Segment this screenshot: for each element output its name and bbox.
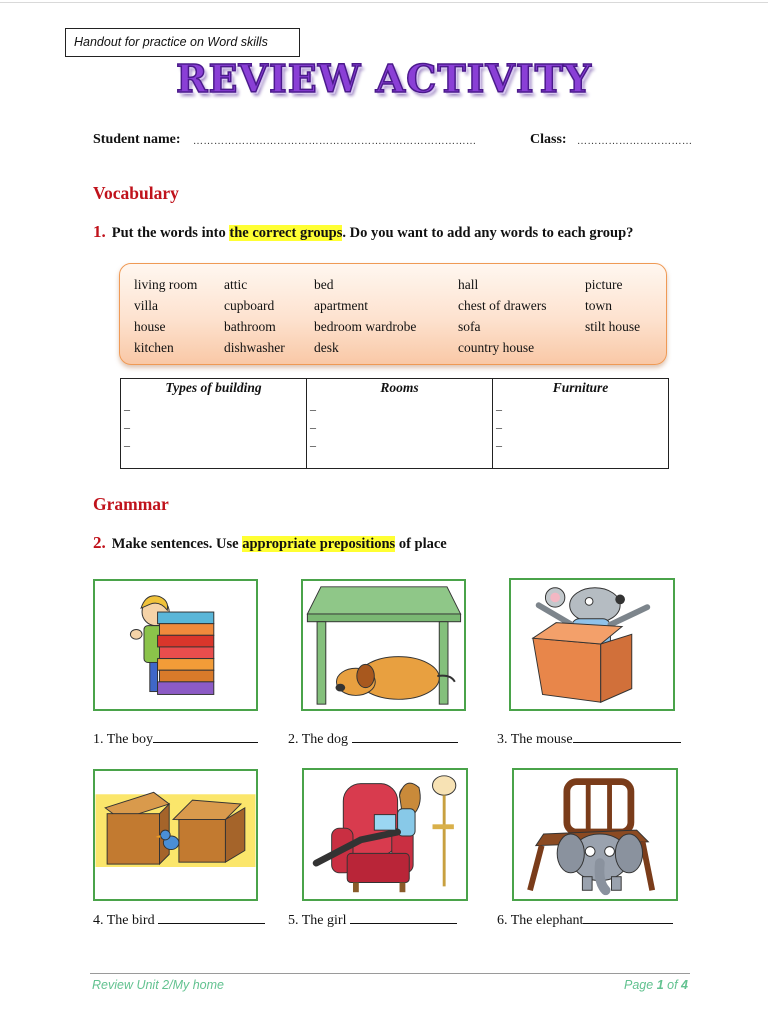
word-item: living room xyxy=(134,277,198,292)
word-item: cupboard xyxy=(224,298,275,313)
answer-dash: – xyxy=(124,420,130,434)
task-1-suffix: . Do you want to add any words to each group? xyxy=(342,225,634,241)
boy-beside-books-picture xyxy=(93,579,258,711)
word-item: villa xyxy=(134,298,158,313)
caption-1 xyxy=(93,728,258,748)
caption-3-text: 3. The mouse xyxy=(497,732,573,747)
footer-page-word: Page xyxy=(624,978,654,992)
word-item: dishwasher xyxy=(224,340,285,355)
task-2-prefix: Make sentences. Use xyxy=(111,536,243,552)
caption-3 xyxy=(497,728,681,748)
task-2-suffix: of place xyxy=(395,536,447,552)
mouse-in-box-picture xyxy=(509,578,675,711)
word-item: attic xyxy=(224,277,248,292)
word-item: house xyxy=(134,319,166,334)
word-column-1 xyxy=(134,274,197,358)
dog-under-table-picture xyxy=(301,579,466,711)
caption-2-text: 2. The dog xyxy=(288,732,349,747)
footer-unit-label: Review Unit 2/My home xyxy=(92,978,224,992)
answer-dash: – xyxy=(124,438,130,452)
footer-page-of: of xyxy=(667,978,678,992)
handout-label-box xyxy=(65,28,300,57)
caption-2-answer-blank[interactable] xyxy=(352,728,458,743)
student-info-row xyxy=(93,132,693,152)
caption-6-answer-blank[interactable] xyxy=(583,909,673,924)
answer-dash: – xyxy=(124,402,130,416)
bird-between-boxes-picture xyxy=(93,769,258,901)
top-rule xyxy=(0,2,768,3)
caption-1-text: 1. The boy xyxy=(93,732,154,747)
word-column-3 xyxy=(314,274,416,358)
word-groups-table xyxy=(120,378,669,469)
answer-dash: – xyxy=(496,438,502,452)
word-item: sofa xyxy=(458,319,481,334)
table-header-furniture: Furniture xyxy=(493,379,669,400)
task-number-2: 2. xyxy=(93,533,106,552)
caption-6-text: 6. The elephant xyxy=(497,913,584,928)
answer-dash: – xyxy=(496,402,502,416)
word-column-4 xyxy=(458,274,546,358)
task-1-highlight: the correct groups xyxy=(229,225,343,241)
answer-dash: – xyxy=(310,438,316,452)
footer-page-total: 4 xyxy=(681,978,688,992)
word-item: chest of drawers xyxy=(458,298,547,313)
word-item: picture xyxy=(585,277,623,292)
footer-rule xyxy=(90,973,690,974)
task-number-1: 1. xyxy=(93,222,106,241)
word-item: bed xyxy=(314,277,334,292)
answer-dash: – xyxy=(310,402,316,416)
word-item: hall xyxy=(458,277,479,292)
word-bank xyxy=(119,263,667,365)
word-column-5 xyxy=(585,274,640,337)
caption-2 xyxy=(288,728,458,748)
class-field[interactable]: …………………………… xyxy=(577,136,693,147)
grammar-task xyxy=(93,533,447,553)
caption-3-answer-blank[interactable] xyxy=(573,728,681,743)
caption-5-text: 5. The girl xyxy=(288,913,347,928)
handout-label: Handout for practice on Word skills xyxy=(74,35,268,49)
table-header-types-of-building: Types of building xyxy=(121,379,307,400)
footer-page-number xyxy=(624,978,688,992)
word-item: kitchen xyxy=(134,340,174,355)
caption-4-text: 4. The bird xyxy=(93,913,155,928)
word-item: stilt house xyxy=(585,319,641,334)
page-title: REVIEW ACTIVITY xyxy=(175,56,593,101)
vocabulary-heading: Vocabulary xyxy=(93,183,179,203)
girl-in-armchair-picture xyxy=(302,768,468,901)
rooms-cell[interactable] xyxy=(307,399,493,469)
word-column-2 xyxy=(224,274,285,358)
furniture-cell[interactable] xyxy=(493,399,669,469)
task-1-prefix: Put the words into xyxy=(111,225,230,241)
types-of-building-cell[interactable] xyxy=(121,399,307,469)
answer-dash: – xyxy=(496,420,502,434)
word-item: bathroom xyxy=(224,319,276,334)
caption-1-answer-blank[interactable] xyxy=(153,728,258,743)
word-item: bedroom wardrobe xyxy=(314,319,417,334)
elephant-under-chair-picture xyxy=(512,768,678,901)
caption-5 xyxy=(288,909,457,929)
word-item: country house xyxy=(458,340,535,355)
footer-page-current: 1 xyxy=(656,978,664,992)
student-name-label: Student name: xyxy=(93,132,181,147)
class-label: Class: xyxy=(530,132,567,147)
task-2-highlight: appropriate prepositions xyxy=(242,536,396,552)
caption-4-answer-blank[interactable] xyxy=(158,909,265,924)
grammar-heading: Grammar xyxy=(93,494,169,514)
word-item: apartment xyxy=(314,298,368,313)
answer-dash: – xyxy=(310,420,316,434)
word-item: desk xyxy=(314,340,339,355)
student-name-field[interactable]: ……………………………………………………………………… xyxy=(193,136,477,147)
caption-4 xyxy=(93,909,265,929)
caption-6 xyxy=(497,909,673,929)
table-header-rooms: Rooms xyxy=(307,379,493,400)
word-item: town xyxy=(585,298,612,313)
caption-5-answer-blank[interactable] xyxy=(350,909,457,924)
vocabulary-task xyxy=(93,222,633,242)
